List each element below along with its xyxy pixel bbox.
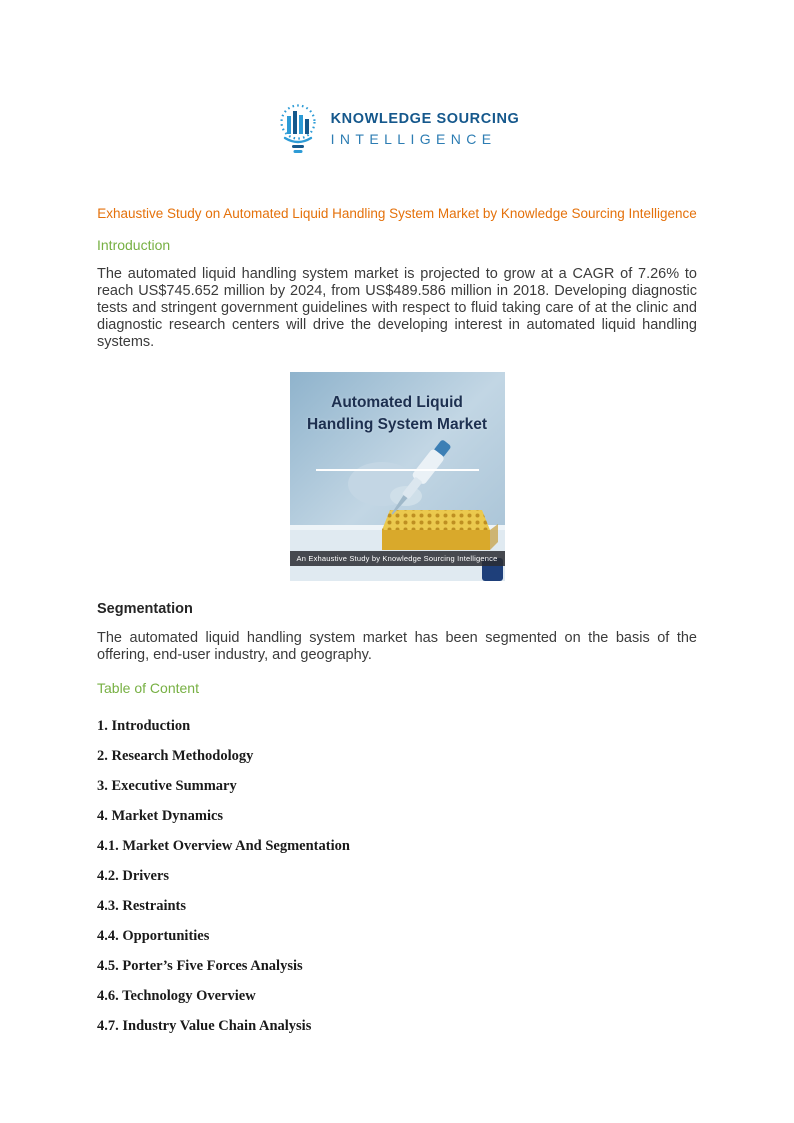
logo-name-line2: INTELLIGENCE — [330, 131, 497, 147]
toc-item-7: 4.3. Restraints — [97, 898, 187, 914]
toc-item-4: 4. Market Dynamics — [97, 808, 224, 824]
logo — [0, 102, 794, 156]
hero-image-caption: An Exhaustive Study by Knowledge Sourcing Intelligence — [290, 551, 505, 566]
toc-item-11: 4.7. Industry Value Chain Analysis — [97, 1018, 312, 1034]
toc-item-10: 4.6. Technology Overview — [97, 988, 256, 1004]
introduction-heading: Introduction — [97, 237, 171, 253]
toc-item-8: 4.4. Opportunities — [97, 928, 210, 944]
toc-item-9: 4.5. Porter’s Five Forces Analysis — [97, 958, 303, 974]
hero-title-line2: Handling System Market — [306, 416, 488, 433]
logo-name-line1: KNOWLEDGE SOURCING — [330, 111, 520, 127]
hero-image — [290, 372, 505, 581]
toc-item-5: 4.1. Market Overview And Segmentation — [97, 838, 350, 854]
toc-item-6: 4.2. Drivers — [97, 868, 170, 884]
segmentation-heading: Segmentation — [97, 601, 193, 617]
toc-list — [97, 718, 697, 1035]
toc-item-2: 2. Research Methodology — [97, 748, 254, 764]
toc-item-1: 1. Introduction — [97, 718, 191, 734]
hero-divider-line — [316, 469, 479, 471]
logo-text — [331, 111, 520, 147]
introduction-paragraph: The automated liquid handling system market is projected to grow at a CAGR of 7.26% to reach US$745.652 million by 2024, from US$489.586 million in 2018. Developing diagnostic tests and stringent government guidelines with respect to fluid taking care of at the clinic and diagnostic research centers will drive the developing interest in automated liquid handling systems. — [97, 266, 697, 350]
document-title: Exhaustive Study on Automated Liquid Handling System Market by Knowledge Sourcing Intelligence — [97, 206, 697, 221]
lightbulb-bars-icon — [275, 102, 321, 156]
toc-heading: Table of Content — [97, 680, 199, 696]
hero-title-line1: Automated Liquid — [331, 394, 463, 411]
segmentation-paragraph: The automated liquid handling system market has been segmented on the basis of the offering, end-user industry, and geography. — [97, 630, 697, 663]
toc-item-3: 3. Executive Summary — [97, 778, 237, 794]
hero-image-title — [290, 372, 505, 436]
